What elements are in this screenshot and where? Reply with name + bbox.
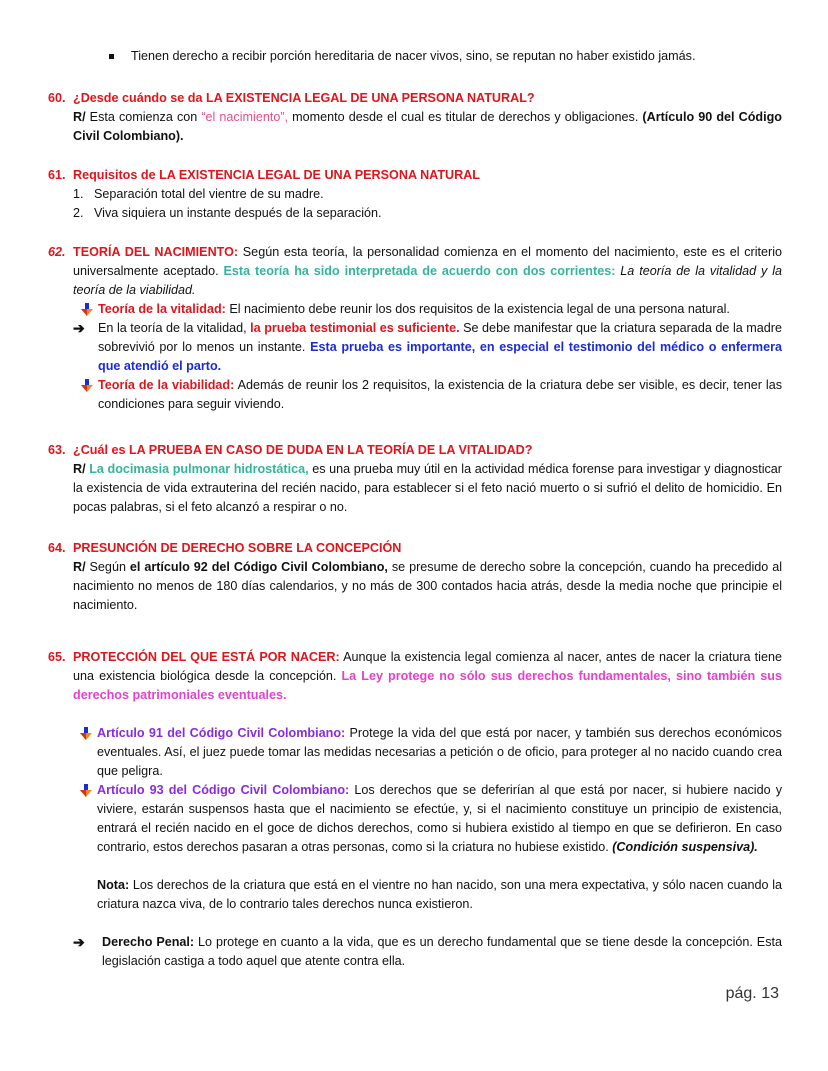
square-bullet-icon (109, 54, 114, 59)
text: se presume de derecho sobre la concepción, cuando ha precedido al nacimiento no menos de 180 días calendarios, y no más de 300 contados hacia atrás, desde la media noche que principie el nacimiento. (73, 560, 782, 612)
highlight: la prueba testimonial es suficiente. (250, 321, 460, 335)
list-item (73, 781, 782, 857)
reference: el artículo 92 del Código Civil Colombiano, (129, 560, 388, 574)
list-item (73, 319, 782, 376)
text: El nacimiento debe reunir los dos requisitos de la existencia legal de una persona natural. (225, 302, 730, 316)
section-question: ¿Cuál es LA PRUEBA EN CASO DE DUDA EN LA TEORÍA DE LA VITALIDAD? (73, 443, 533, 457)
section-number: 65. (48, 650, 66, 664)
list-item (73, 724, 782, 781)
section-question: TEORÍA DEL NACIMIENTO: (73, 245, 239, 259)
section-63 (48, 441, 782, 517)
reference: (Artículo 90 del Código Civil Colombiano). (73, 110, 782, 143)
text: Lo protege en cuanto a la vida, que es un derecho fundamental que se tiene desde la concepción. Esta legislación castiga a todo aquel que atente contra ella. (102, 935, 782, 968)
section-61 (48, 166, 782, 223)
label: Nota: (97, 878, 130, 892)
section-question: ¿Desde cuándo se da LA EXISTENCIA LEGAL DE UNA PERSONA NATURAL? (73, 91, 535, 105)
section-body (73, 539, 782, 615)
right-arrow-icon: ➔ (73, 320, 85, 336)
text: En la teoría de la vitalidad, (98, 321, 251, 335)
list-item (73, 376, 782, 414)
section-body (73, 89, 782, 146)
section-question: Requisitos de LA EXISTENCIA LEGAL DE UNA PERSONA NATURAL (73, 168, 480, 182)
answer-marker: R/ (73, 560, 86, 574)
list-item (73, 300, 782, 319)
numbered-list (73, 185, 782, 223)
label: Teoría de la vitalidad: (98, 302, 226, 316)
section-number: 63. (48, 443, 66, 457)
italic-text: La teoría de la vitalidad y la teoría de la viabilidad. (73, 264, 782, 297)
section-number: 61. (48, 168, 66, 182)
note (97, 876, 782, 914)
section-62 (48, 243, 782, 414)
highlight: Esta teoría ha sido interpretada de acuerdo con dos corrientes: (223, 264, 616, 278)
text: Los derechos de la criatura que está en el vientre no han nacido, son una mera expectativa, y sólo nacen cuando la criatura nazca viva, de lo contrario tales derechos nunca existieron. (97, 878, 782, 911)
text: momento desde el cual es titular de derechos y obligaciones. (288, 110, 643, 124)
text: Se debe manifestar que la criatura separada de la madre sobrevivió por lo menos un instante. (98, 321, 782, 354)
top-bullet-text: Tienen derecho a recibir porción hereditaria de nacer vivos, sino, se reputan no haber existido jamás. (131, 49, 696, 63)
section-number: 64. (48, 541, 66, 555)
section-body (73, 441, 782, 517)
down-arrow-bullet-icon (76, 727, 96, 741)
section-60 (48, 89, 782, 146)
text: es una prueba muy útil en la actividad médica forense para investigar y diagnosticar la existencia de vida extrauterina del recién nacido, para establecer si el feto nació muerto o si sufrió el delito de homicidio. En pocas palabras, si el feto alcanzó a respirar o no. (73, 462, 782, 514)
section-number: 62. (48, 245, 66, 259)
text: Además de reunir los 2 requisitos, la existencia de la criatura debe ser visible, es decir, tener las condiciones para seguir viviendo. (98, 378, 782, 411)
label: Derecho Penal: (102, 935, 195, 949)
text: Los derechos que se deferirían al que está por nacer, si hubiere nacido y viviere, estarán suspensos hasta que el nacimiento se efectúe, y, si el nacimiento constituye un principio de existencia, entrará el recién nacido en el goce de dichos derechos, como si hubiera existido al tiempo en que se defirieron. En caso contrario, estos derechos pasaran a otras personas, como si la criatura no hubiese existido. (97, 783, 782, 854)
list-item: 1. Separación total del vientre de su madre. (73, 187, 324, 201)
text: Aunque la existencia legal comienza al nacer, antes de nacer la criatura tiene una existencia biológica desde la concepción. (73, 650, 782, 683)
answer-marker: R/ (73, 462, 86, 476)
section-65 (48, 648, 782, 971)
highlight: La Ley protege no sólo sus derechos fundamentales, sino también sus derechos patrimoniales eventuales. (73, 669, 782, 702)
condition: (Condición suspensiva). (612, 840, 758, 854)
list-item (73, 933, 782, 971)
label: Artículo 91 del Código Civil Colombiano: (97, 726, 346, 740)
text: Según (85, 560, 130, 574)
down-arrow-bullet-icon (76, 784, 96, 798)
down-arrow-bullet-icon (77, 303, 97, 317)
label: Artículo 93 del Código Civil Colombiano: (97, 783, 350, 797)
section-question: PROTECCIÓN DEL QUE ESTÁ POR NACER: (73, 650, 340, 664)
right-arrow-icon: ➔ (73, 934, 85, 950)
label: Teoría de la viabilidad: (98, 378, 235, 392)
page-number: pág. 13 (725, 985, 779, 1002)
text: Esta comienza con (85, 110, 202, 124)
section-answer (73, 108, 782, 146)
highlight: La docimasia pulmonar hidrostática, (85, 462, 309, 476)
section-question: PRESUNCIÓN DE DERECHO SOBRE LA CONCEPCIÓN (73, 541, 402, 555)
highlight: “el nacimiento”, (201, 110, 289, 124)
text: Protege la vida del que está por nacer, y también sus derechos económicos eventuales. Así, el juez puede tomar las medidas necesarias a petición o de oficio, para proteger al no nacido cuando crea que peligra. (97, 726, 782, 778)
section-64 (48, 539, 782, 615)
section-number: 60. (48, 91, 66, 105)
list-item: 2. Viva siquiera un instante después de la separación. (73, 206, 382, 220)
text: Según esta teoría, la personalidad comienza en el momento del nacimiento, este es el criterio universalmente aceptado. (73, 245, 782, 278)
section-body (73, 243, 782, 300)
answer-marker: R/ (73, 110, 86, 124)
down-arrow-bullet-icon (77, 379, 97, 393)
section-body (73, 648, 782, 705)
highlight: Esta prueba es importante, en especial el testimonio del médico o enfermera que atendió el parto. (98, 340, 782, 373)
